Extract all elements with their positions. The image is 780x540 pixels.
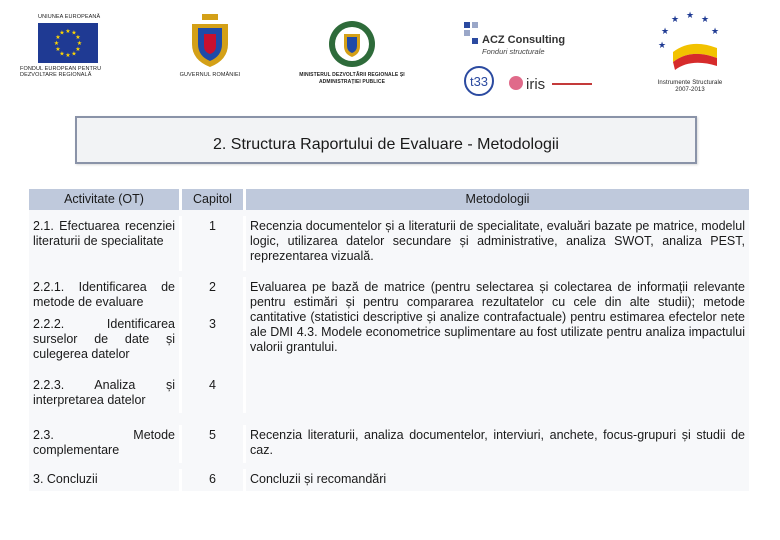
header-activity: Activitate (OT): [29, 189, 179, 210]
title-box: [75, 116, 697, 164]
chapter-cell: 6: [182, 469, 243, 491]
government-logo: [160, 14, 260, 79]
svg-text:★: ★: [75, 33, 81, 41]
svg-text:★: ★: [65, 27, 71, 35]
ministry-seal-icon: [328, 20, 376, 68]
svg-text:★: ★: [59, 29, 65, 36]
instrumente-structurale-logo: [645, 8, 735, 93]
stars-ring-icon: [655, 8, 725, 78]
eu-top-text: UNIUNEA EUROPEANĂ: [38, 14, 101, 20]
svg-text:★: ★: [670, 15, 680, 25]
iris-text: iris: [526, 76, 546, 93]
square-icon: [472, 38, 478, 44]
t33-logo: [462, 66, 496, 96]
chapter-cell: 2: [182, 277, 243, 314]
activity-cell: 3. Concluzii: [29, 469, 179, 491]
svg-text:★: ★: [55, 45, 61, 53]
svg-text:★: ★: [75, 45, 81, 53]
square-icon: [472, 22, 478, 28]
government-caption: GUVERNUL ROMÂNIEI: [179, 72, 241, 78]
chapter-cell: 1: [182, 216, 243, 271]
methodology-cell: Recenzia documentelor și a literaturii de specialitate, evaluări bazate pe matrice, modelul logic, utilizarea datelor secundare și administrative, analiza SWOT, analiza PEST, reprezentarea vizuală.: [246, 216, 749, 271]
table-row: [29, 425, 749, 463]
eu-logo: [20, 14, 130, 79]
methodology-cell: Concluzii și recomandări: [246, 469, 749, 491]
ministry-caption: MINISTERUL DEZVOLTĂRII REGIONALE ȘI ADMINISTRAȚIEI PUBLICE: [299, 72, 405, 85]
chapter-cell: 5: [182, 425, 243, 463]
svg-text:★: ★: [59, 50, 65, 57]
methodology-table: [29, 189, 749, 491]
t33-text: t33: [469, 74, 489, 89]
header-methodology: Metodologii: [246, 189, 749, 210]
svg-text:★: ★: [65, 51, 71, 59]
methodology-cell: Recenzia literaturii, analiza documentelor, interviuri, anchete, focus-grupuri și studii de caz.: [246, 425, 749, 463]
activity-cell: 2.2.2. Identificarea surselor de date și culegerea datelor: [29, 314, 179, 375]
svg-text:★: ★: [53, 39, 60, 47]
svg-text:★: ★: [71, 29, 77, 36]
activity-cell: 2.3. Metode complementare: [29, 425, 179, 463]
instrumente-caption-line2: 2007-2013: [675, 86, 705, 93]
header-chapter: Capitol: [182, 189, 243, 210]
table-row: [29, 216, 749, 271]
square-icon: [464, 22, 470, 28]
svg-text:★: ★: [76, 39, 83, 47]
methodology-cell: Evaluarea pe bază de matrice (pentru selectarea și colectarea de informații relevante pentru estimări și pentru compararea rezultatelor cu cele din alte studii); metode cantitative (statistici descriptive și analize contrafactuale) pentru estimarea efectelor nete ale DMI 4.3. Modele econometrice suplimentare au fost utilizate pentru analiza impactului valorii grantului.: [246, 277, 749, 425]
instrumente-caption-line1: Instrumente Structurale: [657, 80, 723, 86]
logo-bar: [0, 0, 780, 100]
acz-brand: ACZ Consulting: [482, 34, 566, 46]
table-row: [29, 277, 749, 314]
chapter-cell: 3: [182, 314, 243, 375]
svg-text:★: ★: [700, 15, 710, 25]
svg-text:★: ★: [660, 27, 670, 37]
svg-text:★: ★: [71, 50, 77, 57]
svg-text:★: ★: [657, 41, 667, 51]
iris-logo: [508, 72, 598, 94]
square-icon: [464, 30, 470, 36]
coat-of-arms-icon: [188, 14, 232, 68]
activity-cell: 2.2.1. Identificarea de metode de evaluare: [29, 277, 179, 314]
page-title: 2. Structura Raportului de Evaluare - Metodologii: [213, 136, 559, 153]
chapter-cell: 4: [182, 375, 243, 413]
acz-subtitle: Fonduri structurale: [482, 47, 545, 56]
svg-text:★: ★: [685, 11, 695, 21]
svg-text:★: ★: [710, 27, 720, 37]
acz-consulting-logo: [460, 14, 600, 96]
eu-caption: FONDUL EUROPEAN PENTRU DEZVOLTARE REGIONALĂ: [20, 65, 102, 78]
table-row: [29, 469, 749, 491]
eu-flag-icon: [38, 23, 98, 63]
activity-cell: 2.2.3. Analiza și interpretarea datelor: [29, 375, 179, 413]
table-header-row: [29, 189, 749, 210]
ministry-logo: [292, 20, 412, 85]
svg-text:★: ★: [55, 33, 61, 41]
activity-cell: 2.1. Efectuarea recenziei literaturii de specialitate: [29, 216, 179, 271]
